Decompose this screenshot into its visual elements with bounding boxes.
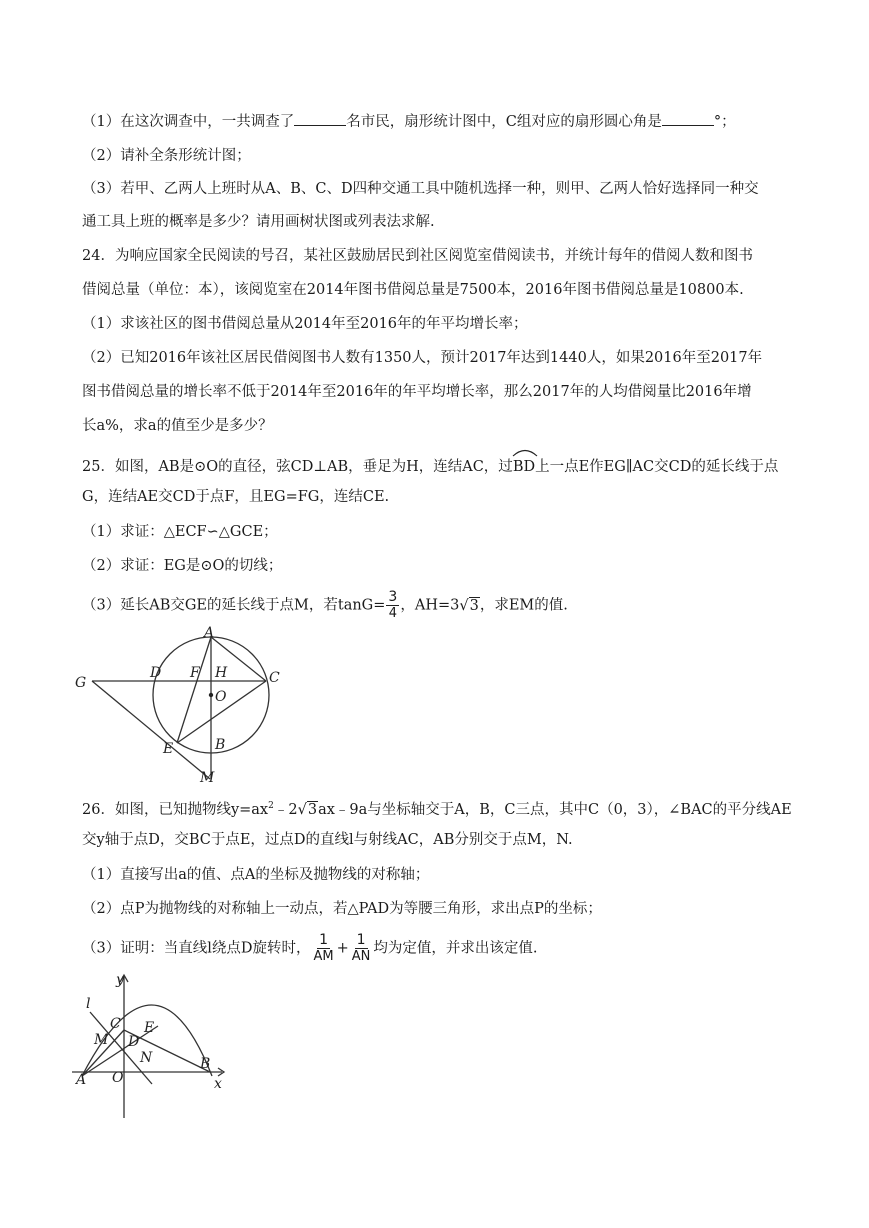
label-d: D [128, 1034, 140, 1050]
q26-stem-text-b: ﹣2 [273, 801, 298, 818]
fraction-numerator: 1 [356, 932, 366, 948]
q25-part1: （1）求证：△ECF∽△GCE； [82, 524, 278, 540]
q25-stem-text-b: 上一点E作EG∥AC交CD的延长线于点 [535, 459, 779, 475]
label-m: M [200, 770, 215, 785]
label-d: D [150, 665, 162, 681]
sqrt-3-coefficient: √3 [297, 801, 318, 818]
q24-stem-line1: 24．为响应国家全民阅读的号召，某社区鼓励居民到社区阅览室借阅读书，并统计每年的借阅人数和图书 [82, 248, 753, 264]
q25-stem-text-a: 25．如图，AB是⊙O的直径，弦CD⊥AB，垂足为H，连结AC，过 [82, 459, 513, 475]
label-a: A [76, 1072, 87, 1088]
q25-circle-figure [70, 625, 290, 785]
q24-part2-line3: 长a%，求a的值至少是多少？ [82, 418, 273, 434]
fraction-tan-g [386, 590, 399, 621]
q26-parabola-figure [72, 972, 237, 1120]
q26-stem-text-c: ax﹣9a与坐标轴交于A，B，C三点，其中C（0，3），∠BAC的平分线AE [318, 801, 792, 818]
arc-symbol-icon [512, 447, 538, 457]
fraction-denominator: 4 [388, 606, 398, 621]
q25-part3 [82, 590, 568, 621]
q25-part3-text-c: ，求EM的值. [479, 597, 568, 614]
q26-stem-line1 [82, 796, 792, 820]
q23-part2: （2）请补全条形统计图； [82, 148, 251, 164]
label-m: M [94, 1032, 109, 1048]
plus-sign: + [336, 940, 349, 957]
label-b: B [215, 737, 226, 753]
fraction-1-am [312, 933, 336, 964]
label-o: O [215, 689, 227, 705]
q25-stem-line2: G，连结AE交CD于点F，且EG=FG，连结CE. [82, 489, 390, 505]
label-c: C [269, 670, 280, 686]
q26-part1: （1）直接写出a的值、点A的坐标及抛物线的对称轴； [82, 867, 430, 883]
center-point-o [209, 693, 213, 697]
q23-part1-text-c: °； [713, 114, 736, 130]
label-o: O [112, 1070, 124, 1086]
q23-part1-text-a: （1）在这次调查中，一共调查了 [82, 114, 295, 130]
q23-part3-line1: （3）若甲、乙两人上班时从A、B、C、D四种交通工具中随机选择一种，则甲、乙两人恰好选择同一种交 [82, 181, 759, 197]
label-x: x [214, 1076, 222, 1092]
q26-part3-text-b: 均为定值，并求出该定值. [373, 940, 538, 957]
q23-part3-line2: 通工具上班的概率是多少？请用画树状图或列表法求解. [82, 214, 435, 230]
q26-stem-line2: 交y轴于点D，交BC于点E，过点D的直线l与射线AC，AB分别交于点M，N. [82, 832, 573, 848]
label-e: E [163, 741, 174, 757]
fraction-numerator: 3 [388, 589, 398, 605]
q24-part1: （1）求该社区的图书借阅总量从2014年至2016年的年平均增长率； [82, 316, 528, 332]
label-f: F [190, 665, 200, 681]
arc-bd [513, 453, 535, 477]
label-a: A [204, 625, 215, 641]
q23-part1 [82, 112, 736, 132]
q25-part3-text-a: （3）延长AB交GE的延长线于点M，若tanG= [82, 597, 386, 614]
fraction-1-an [350, 933, 373, 964]
sqrt-3: √3 [459, 597, 479, 614]
q26-part3 [82, 933, 538, 964]
line-ae [177, 637, 211, 743]
q24-part2-line1: （2）已知2016年该社区居民借阅图书人数有1350人，预计2017年达到1440人，如果2016年至2017年 [82, 350, 763, 366]
q26-part2: （2）点P为抛物线的对称轴上一动点，若△PAD为等腰三角形，求出点P的坐标； [82, 901, 602, 917]
fraction-denominator: AN [351, 949, 371, 964]
q25-part3-text-b: ，AH=3 [400, 597, 460, 614]
fraction-numerator: 1 [319, 932, 329, 948]
label-y: y [116, 972, 124, 988]
answer-blank-angle[interactable] [662, 113, 714, 126]
q23-part1-text-b: 名市民，扇形统计图中，C组对应的扇形圆心角是 [346, 114, 662, 130]
q24-part2-line2: 图书借阅总量的增长率不低于2014年至2016年的年平均增长率，那么2017年的人均借阅量比2016年增 [82, 384, 752, 400]
fraction-denominator: AM [313, 949, 334, 964]
label-g: G [75, 675, 87, 691]
label-h: H [215, 665, 228, 681]
label-b: B [200, 1056, 211, 1072]
label-l: l [86, 996, 91, 1012]
q26-stem-text-a: 26．如图，已知抛物线y=ax [82, 801, 269, 818]
label-n: N [140, 1050, 153, 1066]
sqrt-radicand: 3 [469, 597, 479, 614]
arc-label: BD [512, 459, 536, 475]
label-c: C [110, 1016, 121, 1032]
answer-blank-count[interactable] [294, 113, 346, 126]
q24-stem-line2: 借阅总量（单位：本），该阅览室在2014年图书借阅总量是7500本，2016年图书借阅总量是10800本. [82, 282, 744, 298]
sqrt-radicand: 3 [307, 801, 318, 818]
q25-stem-line1 [82, 453, 778, 477]
label-e: E [144, 1020, 155, 1036]
exponent: 2 [268, 801, 274, 811]
q25-part2: （2）求证：EG是⊙O的切线； [82, 558, 283, 574]
q26-part3-text-a: （3）证明：当直线l绕点D旋转时， [82, 940, 311, 957]
